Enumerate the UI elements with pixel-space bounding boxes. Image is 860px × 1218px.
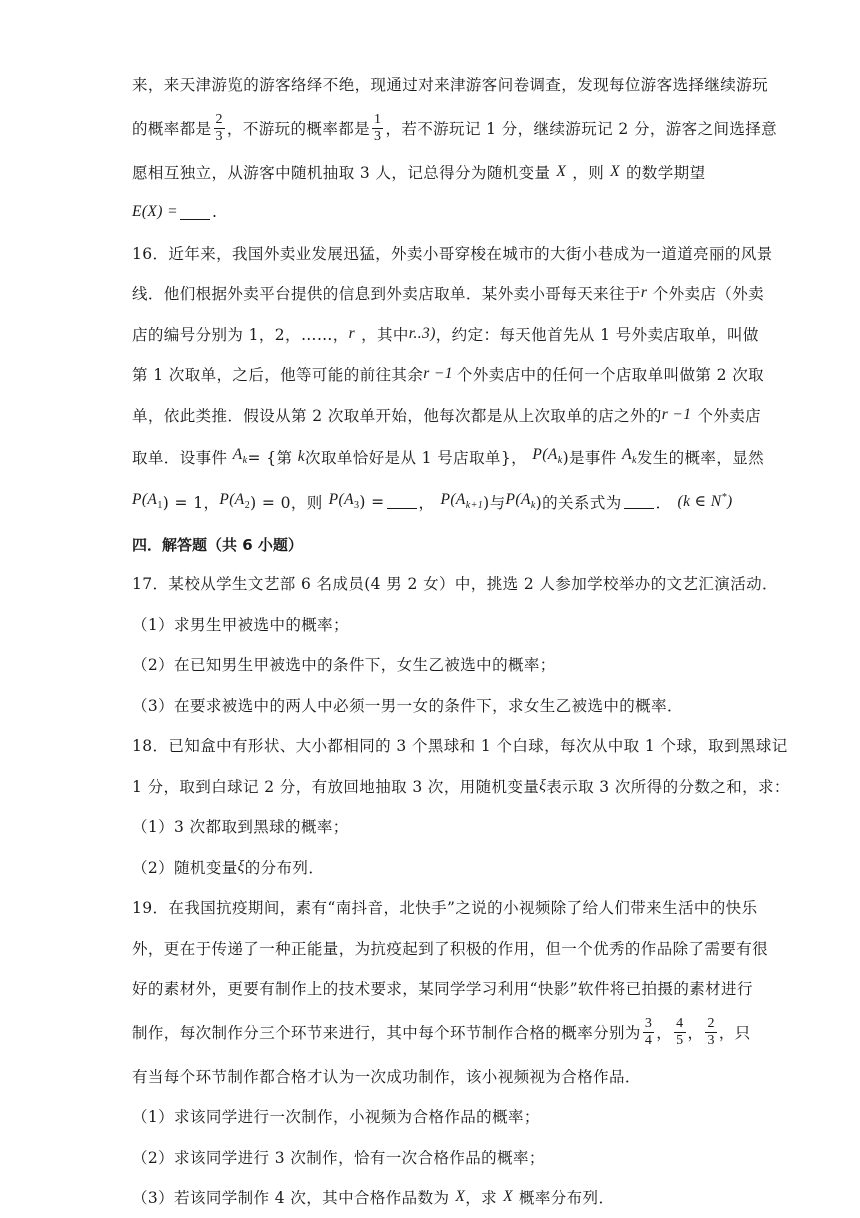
text: 第 1 次取单，之后，他等可能的前往其余 <box>132 366 424 385</box>
text: 18．已知盒中有形状、大小都相同的 3 个黑球和 1 个白球，每次从中取 1 个球，取到黑球记 <box>132 737 788 756</box>
fraction-three-quarters <box>643 1016 654 1049</box>
p16-line-1 <box>132 233 773 274</box>
math-r-minus-1: r −1 <box>661 405 692 423</box>
text: ，若不游玩记 1 分，继续游玩记 2 分，游客之间选择意 <box>385 120 778 138</box>
p16-line-3 <box>132 314 764 355</box>
text: （1）求男生甲被选中的概率； <box>132 615 349 634</box>
p18-line-1 <box>132 725 788 766</box>
math-x: X <box>503 1188 513 1206</box>
fraction-two-thirds <box>214 112 225 145</box>
text: ，求 <box>465 1189 498 1208</box>
fraction-one-third <box>372 112 383 145</box>
denominator: 5 <box>676 1032 684 1048</box>
numerator: 1 <box>374 111 382 127</box>
text: （3）在要求被选中的两人中必须一男一女的条件下，求女生乙被选中的概率． <box>132 696 683 715</box>
text: )是事件 <box>562 448 617 467</box>
denominator: 3 <box>707 1032 715 1048</box>
text: （2）求该同学进行 3 次制作，恰有一次合格作品的概率； <box>132 1148 545 1167</box>
math-a-k <box>622 446 637 466</box>
p17-q3 <box>132 685 764 726</box>
text: 19．在我国抗疫期间，素有“南抖音，北快手”之说的小视频除了给人们带来生活中的快乐 <box>132 899 758 918</box>
text: ，约定：每天他首先从 1 号外卖店取单，叫做 <box>435 325 759 344</box>
math-p-a-k <box>532 446 562 466</box>
text: （1）求该同学进行一次制作，小视频为合格作品的概率； <box>132 1108 540 1127</box>
text: ) = 1， <box>162 493 220 512</box>
math-k: k <box>297 447 306 465</box>
math-a-k <box>233 446 248 466</box>
text: ) = <box>359 492 385 511</box>
text: 愿相互独立，从游客中随机抽取 3 人，记总得分为随机变量 <box>132 163 551 182</box>
math-p-a1 <box>132 491 163 511</box>
fraction-two-thirds <box>705 1016 716 1049</box>
subscript: 1 <box>157 500 163 512</box>
subscript: k+1 <box>465 500 484 512</box>
text: ，只 <box>718 1024 751 1042</box>
text: 个外卖店（外卖 <box>652 285 764 304</box>
text: 个外卖店 <box>697 406 762 425</box>
symbol: P(A <box>532 446 558 464</box>
symbol: (k ∈ N <box>677 493 722 511</box>
math-r: r <box>348 324 356 342</box>
symbol: A <box>232 446 243 464</box>
text: 制作，每次制作分三个环节来进行，其中每个环节制作合格的概率分别为 <box>132 1024 641 1042</box>
symbol: ) <box>726 493 733 511</box>
numerator: 2 <box>707 1015 715 1031</box>
denominator: 3 <box>374 128 382 144</box>
text: 店的编号分别为 1，2，……， <box>132 325 349 344</box>
math-k-in-n <box>678 492 733 511</box>
text: 线．他们根据外卖平台提供的信息到外卖店取单．某外卖小哥每天来往于 <box>132 285 641 304</box>
p16-line-2 <box>132 273 764 314</box>
math-r-minus-1: r −1 <box>423 365 453 383</box>
p16-line-6 <box>132 435 764 478</box>
math-p-a-k1 <box>440 491 483 511</box>
text: 个外卖店中的任何一个店取单叫做第 2 次取 <box>456 366 764 385</box>
p18-q1 <box>132 806 764 847</box>
math-p-a-k <box>506 491 536 511</box>
text: . <box>212 203 218 222</box>
text: ，其中 <box>361 325 409 344</box>
p16-line-7 <box>132 478 764 525</box>
text: （3）若该同学制作 4 次，其中合格作品数为 <box>132 1189 450 1208</box>
text: 外，更在于传递了一种正能量，为抗疫起到了积极的作用，但一个优秀的作品除了需要有很 <box>132 939 769 958</box>
symbol: P(A <box>328 491 354 509</box>
p15-line-2 <box>132 105 778 152</box>
text: 来，来天津游览的游客络绎不绝，现通过对来津游客问卷调查，发现每位游客选择继续游玩 <box>132 76 769 95</box>
p15-line-1 <box>132 64 769 105</box>
answer-blank[interactable] <box>387 494 417 509</box>
text: ， <box>656 1024 673 1042</box>
p19-q3 <box>132 1177 764 1218</box>
text: ) = 0，则 <box>250 493 323 512</box>
p15-line-3 <box>132 152 764 193</box>
symbol: P(A <box>440 491 466 509</box>
denominator: 3 <box>215 128 223 144</box>
p19-line-2 <box>132 928 769 969</box>
p15-line-4 <box>132 192 764 233</box>
math-expectation: E(X) = <box>132 203 178 221</box>
text: ，不游玩的概率都是 <box>226 120 371 138</box>
p19-line-4 <box>132 1009 764 1056</box>
math-xi: ξ <box>539 776 547 794</box>
text: 的分布列． <box>244 858 325 877</box>
math-x: X <box>556 162 567 180</box>
text: 单，依此类推．假设从第 2 次取单开始，他每次都是从上次取单的店之外的 <box>132 406 662 425</box>
numerator: 2 <box>215 111 223 127</box>
math-p-a3 <box>329 491 360 511</box>
denominator: 4 <box>644 1032 653 1048</box>
p19-line-3 <box>132 968 764 1009</box>
text: = {第 <box>247 448 293 467</box>
symbol: P(A <box>132 491 158 509</box>
subscript: k <box>242 455 248 467</box>
text: （1）3 次都取到黑球的概率； <box>132 818 349 837</box>
numerator: 4 <box>676 1015 684 1031</box>
text: ， <box>418 493 435 512</box>
p17-q2 <box>132 644 764 685</box>
text: ，则 <box>572 163 605 182</box>
subscript: 2 <box>244 500 251 512</box>
text: 表示取 3 次所得的分数之和，求： <box>546 777 790 796</box>
subscript: 3 <box>353 500 360 512</box>
text: ． <box>655 493 672 512</box>
answer-blank[interactable] <box>180 205 210 220</box>
p19-q2 <box>132 1137 764 1178</box>
subscript: k <box>631 455 637 467</box>
text: 的数学期望 <box>625 163 706 182</box>
fraction-four-fifths <box>674 1016 685 1049</box>
text: 发生的概率，显然 <box>636 448 765 467</box>
text: 取单．设事件 <box>132 448 228 467</box>
p17-q1 <box>132 604 764 645</box>
symbol: A <box>622 446 632 464</box>
symbol: P(A <box>505 491 531 509</box>
p18-line-2 <box>132 766 790 807</box>
p16-line-5 <box>132 395 764 436</box>
p19-line-5 <box>132 1056 764 1097</box>
superscript: * <box>721 491 727 503</box>
p19-q1 <box>132 1096 764 1137</box>
p17-line-1 <box>132 563 778 604</box>
answer-blank[interactable] <box>624 494 654 509</box>
text: 1 分，取到白球记 2 分，有放回地抽取 3 次，用随机变量 <box>132 777 540 796</box>
math-r: r <box>640 284 648 302</box>
section-heading: 四．解答题（共 6 小题） <box>132 535 303 554</box>
math-xi: ξ <box>237 857 245 875</box>
symbol: P(A <box>219 491 245 509</box>
math-x: X <box>455 1188 466 1206</box>
subscript: k <box>557 455 563 467</box>
text: 好的素材外，更要有制作上的技术要求，某同学学习利用“快影”软件将已拍摄的素材进行 <box>132 980 753 999</box>
math-condition: r..3) <box>408 324 436 342</box>
math-p-a2 <box>219 491 250 511</box>
text: （2）随机变量 <box>132 858 238 877</box>
text: 16．近年来，我国外卖业发展迅猛，外卖小哥穿梭在城市的大街小巷成为一道道亮丽的风景 <box>132 244 773 263</box>
text: 有当每个环节制作都合格才认为一次成功制作，该小视频视为合格作品． <box>132 1067 641 1086</box>
text: ， <box>687 1024 704 1042</box>
p19-line-1 <box>132 887 764 928</box>
text: )的关系式为 <box>535 493 622 512</box>
text: 的概率都是 <box>132 120 212 138</box>
p16-line-4 <box>132 354 764 395</box>
text: 概率分布列． <box>518 1189 615 1208</box>
math-x: X <box>610 162 620 180</box>
text: 17．某校从学生文艺部 6 名成员(4 男 2 女）中，挑选 2 人参加学校举办的文艺汇演活动． <box>132 575 778 594</box>
subscript: k <box>530 500 536 512</box>
p18-q2 <box>132 847 764 888</box>
numerator: 3 <box>644 1015 653 1031</box>
text: )与 <box>483 493 506 512</box>
text: 次取单恰好是从 1 号店取单}， <box>305 448 528 467</box>
text: （2）在已知男生甲被选中的条件下，女生乙被选中的概率； <box>132 656 556 675</box>
